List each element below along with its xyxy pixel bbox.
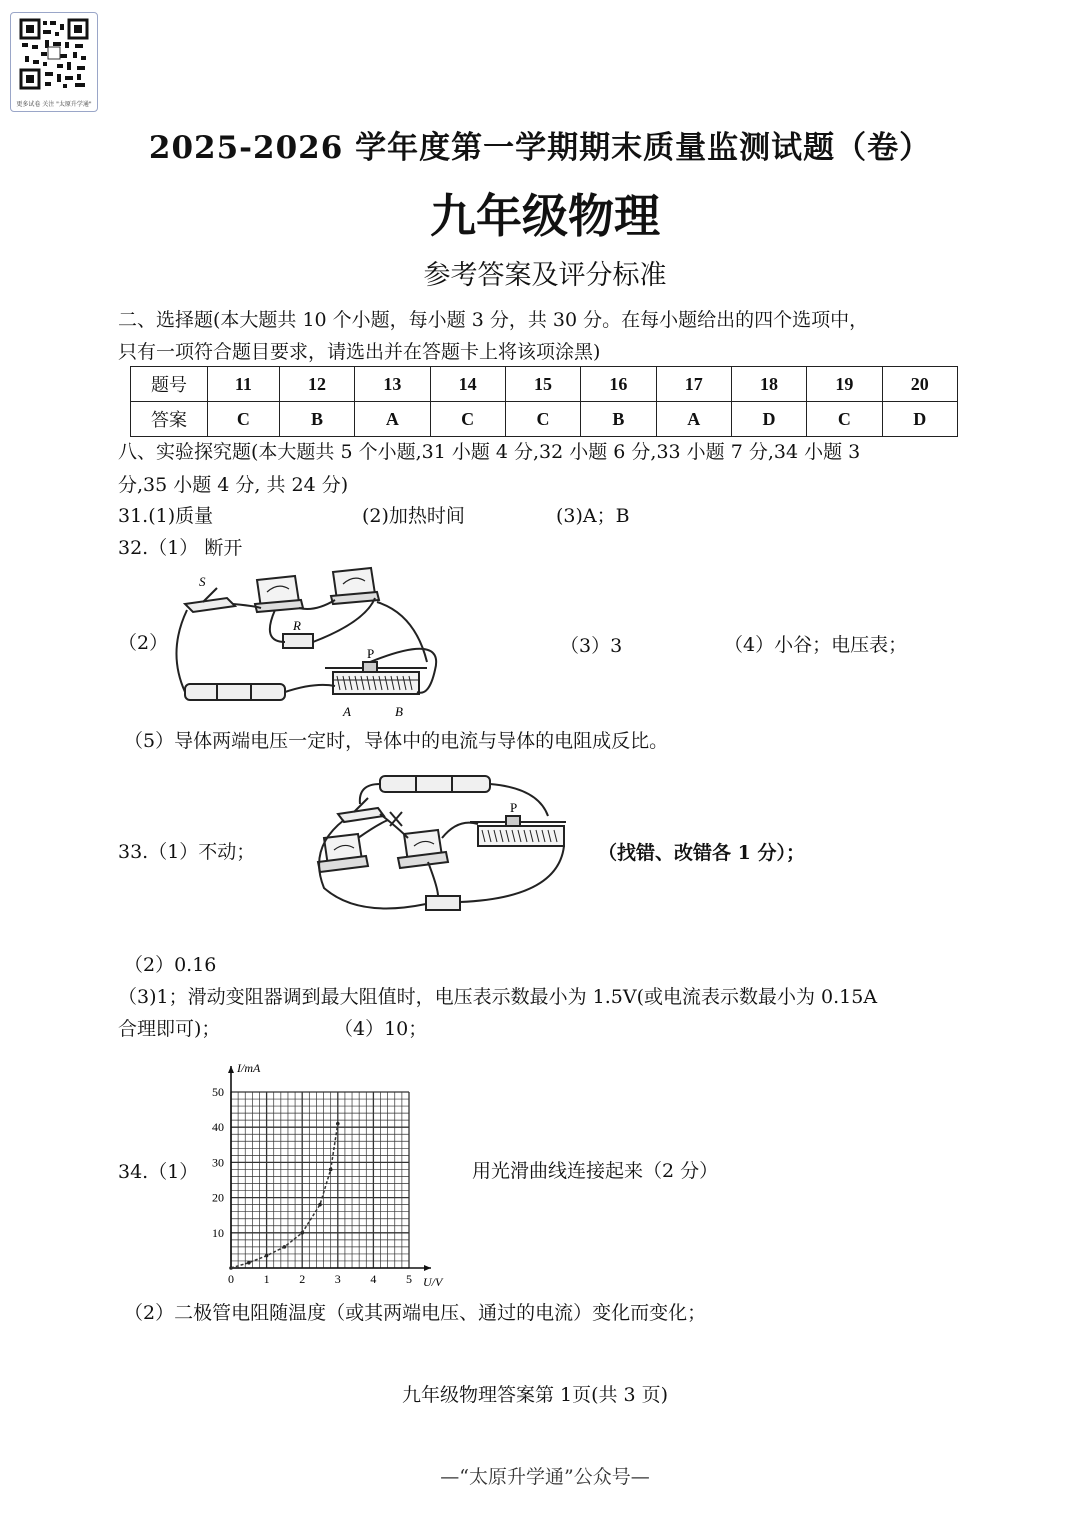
diagram-label-r: R: [293, 618, 301, 633]
x-tick-label: 0: [228, 1272, 234, 1286]
answer-cell: C: [208, 402, 280, 437]
answer-cell: D: [882, 402, 957, 437]
x-tick-label: 4: [370, 1272, 377, 1286]
wechat-footer: —“太原升学通”公众号—: [440, 1466, 650, 1488]
question-number: 18: [731, 367, 806, 402]
section-8-heading-line2: 分,35 小题 4 分, 共 24 分): [118, 474, 349, 496]
q33-part2: （2）0.16: [124, 954, 217, 976]
diagram-label-s: S: [199, 574, 206, 589]
subtitle: 参考答案及评分标准: [423, 260, 667, 291]
y-tick-label: 40: [212, 1120, 224, 1135]
chart-grid: [231, 1092, 409, 1268]
section-2-heading-line2: 只有一项符合题目要求，请选出并在答题卡上将该项涂黑): [118, 341, 601, 363]
q32-part1: 32.（1） 断开: [118, 537, 243, 559]
y-axis-label: I/mA: [237, 1061, 261, 1075]
qr-code-badge: [10, 12, 98, 112]
question-number: 20: [882, 367, 957, 402]
q33-part3-cont: 合理即可)；: [118, 1018, 221, 1040]
q33-part3: （3)1；滑动变阻器调到最大阻值时，电压表示数最小为 1.5V(或电流表示数最小为 0.15A: [118, 986, 878, 1008]
table-row-answers: [131, 402, 958, 437]
chart-ticks: [212, 1085, 412, 1286]
x-tick-label: 1: [263, 1272, 270, 1286]
q33-part1: 33.（1）不动；: [118, 841, 256, 863]
answer-cell: B: [279, 402, 354, 437]
diagram-label-b: B: [395, 704, 403, 719]
answer-cell: B: [581, 402, 656, 437]
q31-part3: (3)A；B: [556, 505, 630, 527]
question-number: 12: [279, 367, 354, 402]
x-tick-label: 2: [299, 1272, 306, 1286]
q33-part4: （4）10；: [334, 1018, 428, 1040]
section-2-heading-line1: 二、选择题(本大题共 10 个小题，每小题 3 分，共 30 分。在每小题给出的四个选项中，: [118, 309, 869, 331]
x-axis-label: U/V: [423, 1275, 443, 1289]
exam-title: 2025-2026 学年度第一学期期末质量监测试题（卷）: [148, 130, 932, 166]
answer-cell: C: [807, 402, 882, 437]
answer-cell: C: [430, 402, 505, 437]
section-8-heading-line1: 八、实验探究题(本大题共 5 个小题,31 小题 4 分,32 小题 6 分,33 小题 7 分,34 小题 3: [118, 441, 861, 463]
page-footer: 九年级物理答案第 1页(共 3 页): [401, 1384, 669, 1406]
q34-note: 用光滑曲线连接起来（2 分）: [472, 1160, 719, 1182]
answer-cell: A: [355, 402, 430, 437]
series-curve: [231, 1124, 338, 1268]
question-number: 19: [807, 367, 882, 402]
y-tick-label: 10: [212, 1225, 224, 1240]
y-tick-label: 30: [212, 1155, 224, 1170]
row-label-answer: 答案: [131, 402, 208, 437]
q31-part1: 31.(1)质量: [118, 505, 214, 527]
row-label-question: 题号: [131, 367, 208, 402]
q31-part2: (2)加热时间: [362, 505, 465, 527]
table-row-question-numbers: [131, 367, 958, 402]
question-number: 17: [656, 367, 731, 402]
diagram-label-p: P: [510, 800, 518, 815]
y-tick-label: 20: [212, 1190, 224, 1205]
answer-cell: D: [731, 402, 806, 437]
q32-circuit-diagram: [165, 562, 455, 722]
iu-graph: [200, 1056, 460, 1292]
q33-note: （找错、改错各 1 分）；: [598, 842, 805, 864]
answer-table: [130, 366, 958, 437]
question-number: 15: [505, 367, 580, 402]
y-tick-label: 50: [212, 1085, 224, 1099]
q32-part4: （4）小谷；电压表；: [724, 634, 908, 656]
diagram-label-a: A: [343, 704, 351, 719]
x-axis-arrow: [424, 1265, 431, 1271]
question-number: 14: [430, 367, 505, 402]
q34-part1: 34.（1）: [118, 1161, 199, 1183]
x-tick-label: 3: [334, 1272, 341, 1286]
q33-circuit-diagram: [298, 768, 576, 920]
qr-code-icon: [19, 18, 89, 90]
diagram-label-p: P: [367, 646, 375, 661]
subject-title: 九年级物理: [430, 189, 660, 243]
q32-part3: （3）3: [560, 635, 623, 657]
y-axis-arrow: [228, 1066, 234, 1073]
question-number: 11: [208, 367, 280, 402]
q32-part5: （5）导体两端电压一定时，导体中的电流与导体的电阻成反比。: [124, 730, 669, 752]
qr-caption: 更多试卷 关注 "太原升学通": [16, 101, 92, 108]
answer-cell: C: [505, 402, 580, 437]
q34-part2: （2）二极管电阻随温度（或其两端电压、通过的电流）变化而变化；: [124, 1302, 707, 1324]
q32-part2: （2）: [118, 632, 169, 654]
x-tick-label: 5: [406, 1272, 412, 1286]
question-number: 16: [581, 367, 656, 402]
question-number: 13: [355, 367, 430, 402]
answer-cell: A: [656, 402, 731, 437]
